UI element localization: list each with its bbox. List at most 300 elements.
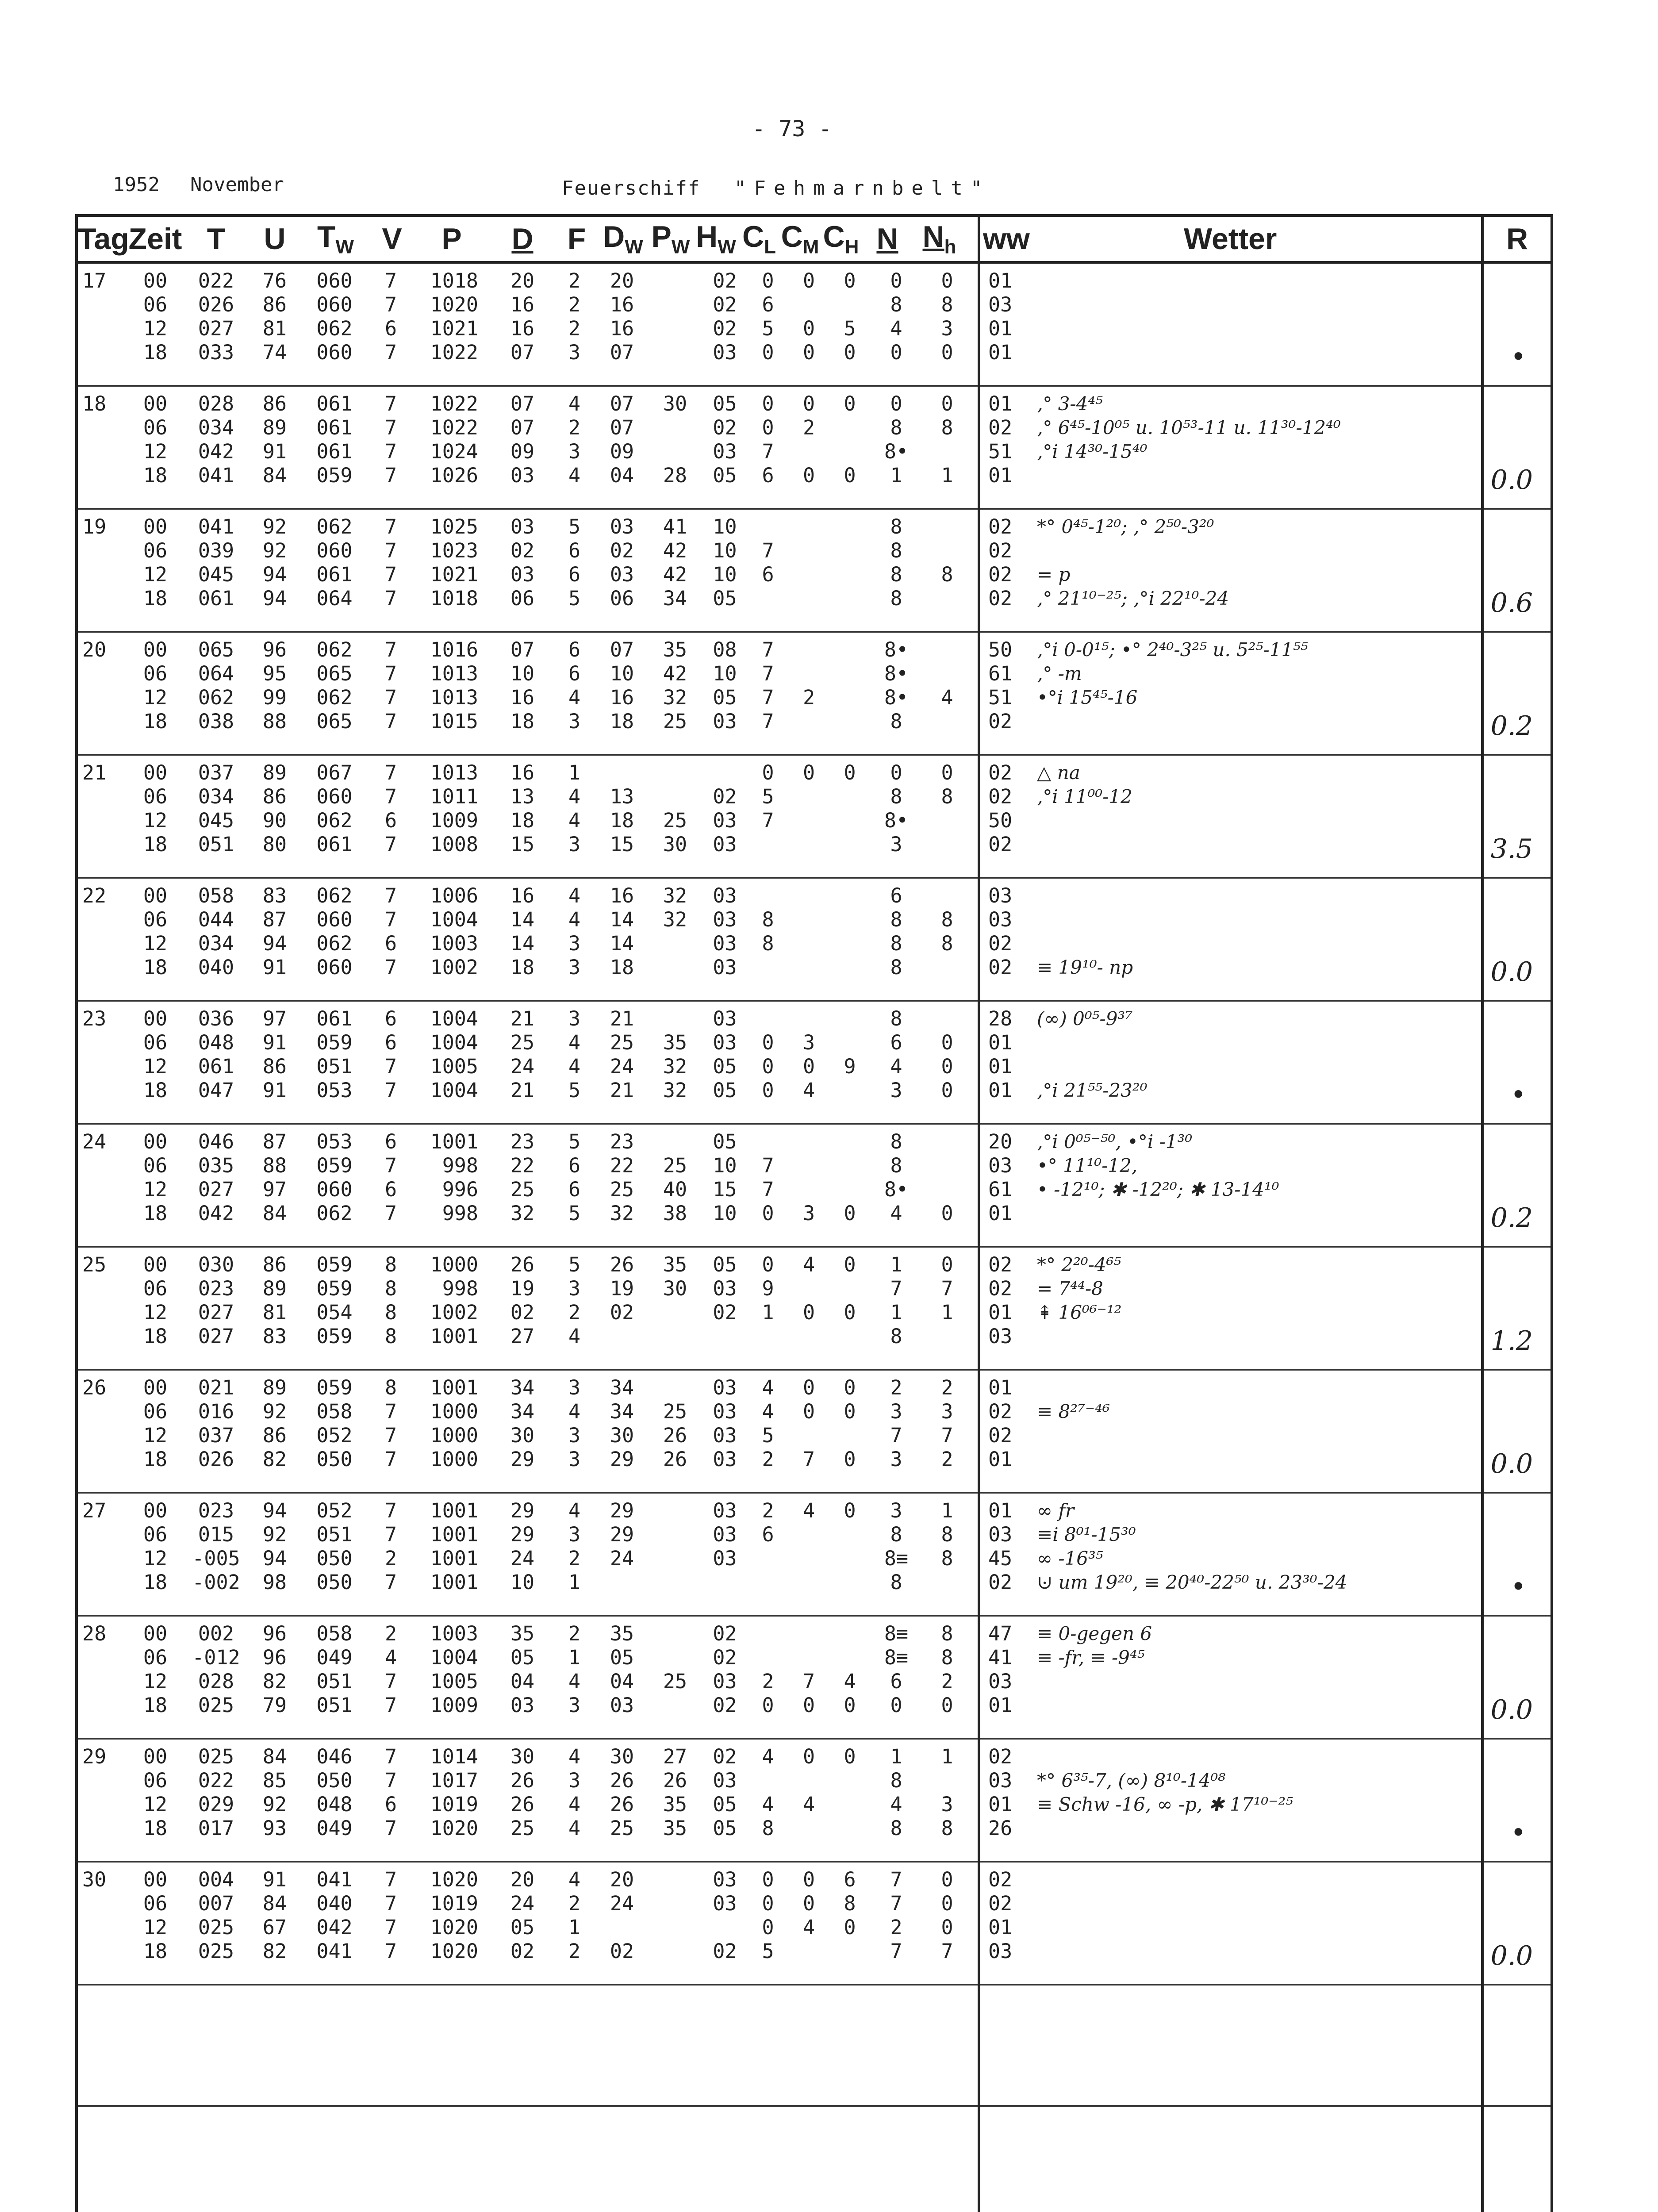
obs-value: 8•	[884, 1178, 909, 1201]
weather-remark	[1024, 1694, 1037, 1717]
obs-value: 82	[262, 1939, 287, 1963]
header-year: 1952	[113, 173, 160, 196]
obs-value: 00	[143, 1622, 168, 1645]
day-data-cell	[77, 1493, 979, 1616]
obs-value: 0	[844, 1400, 856, 1423]
obs-value: 0	[941, 341, 953, 364]
obs-value: 059	[316, 464, 353, 487]
obs-value: 1014	[430, 1745, 478, 1768]
obs-value: 29	[510, 1499, 535, 1522]
weather-row	[980, 1202, 1481, 1225]
obs-value: 15	[510, 833, 535, 856]
obs-value: 03	[713, 956, 737, 979]
obs-value: 5	[568, 1253, 581, 1276]
obs-value: 0	[762, 1892, 774, 1915]
obs-value	[595, 761, 649, 785]
obs-value: 053	[316, 1130, 353, 1153]
day-weather-cell	[979, 262, 1482, 386]
obs-value: 7	[384, 662, 397, 685]
obs-value	[748, 956, 788, 979]
obs-value: 24	[610, 1055, 634, 1078]
obs-value: 12	[143, 1055, 168, 1078]
obs-value: 9	[762, 1277, 774, 1300]
obs-value: 065	[316, 710, 353, 733]
obs-value: 7	[802, 1670, 815, 1693]
obs-value: 35	[510, 1622, 535, 1645]
obs-value: 02	[713, 1622, 737, 1645]
obs-value: 023	[198, 1499, 234, 1522]
obs-value	[788, 563, 830, 587]
obs-value: 20	[610, 269, 634, 292]
ww-code: 01	[988, 1031, 1013, 1054]
obs-value: 21	[510, 1079, 535, 1102]
obs-value: 7	[762, 638, 774, 661]
day-precip-cell	[1482, 1124, 1552, 1247]
obs-value: 7	[384, 416, 397, 439]
obs-value	[788, 587, 830, 611]
obs-value: 02	[713, 1694, 737, 1717]
obs-value: 0	[941, 392, 953, 415]
obs-value: 02	[713, 1939, 737, 1963]
obs-value: 5	[762, 317, 774, 340]
obs-value: 2	[568, 1622, 581, 1645]
obs-value: 037	[198, 1424, 234, 1447]
obs-row	[78, 1253, 978, 1277]
obs-value: 6	[762, 464, 774, 487]
obs-value: 062	[316, 638, 353, 661]
obs-value: 18	[510, 956, 535, 979]
obs-value: 0	[802, 1400, 815, 1423]
obs-value: 8	[890, 785, 902, 808]
obs-value: 06	[143, 1892, 168, 1915]
weather-remark: ‚°i 21⁵⁵-23²⁰	[1037, 1079, 1148, 1101]
obs-value: 017	[198, 1816, 234, 1840]
weather-remark	[1024, 932, 1037, 956]
weather-remark: ≡i 8⁰¹-15³⁰	[1037, 1524, 1136, 1545]
obs-value: 8	[890, 1816, 902, 1840]
day-number: 21	[82, 761, 107, 784]
obs-value	[649, 1646, 702, 1670]
obs-value: 00	[143, 1499, 168, 1522]
day-weather-cell	[979, 878, 1482, 1001]
obs-value: 7	[384, 638, 397, 661]
obs-value: 0	[890, 761, 902, 784]
obs-value: 02	[713, 785, 737, 808]
obs-value: 10	[713, 1154, 737, 1177]
obs-value	[748, 1646, 788, 1670]
weather-row	[980, 884, 1481, 908]
obs-value: 1022	[430, 341, 478, 364]
obs-value: 1021	[430, 317, 478, 340]
day-data-cell	[77, 1124, 979, 1247]
obs-value: 5	[568, 1130, 581, 1153]
obs-value: 4	[802, 1253, 815, 1276]
weather-remark	[1024, 809, 1037, 833]
day-number	[78, 1277, 127, 1301]
obs-value: 18	[143, 833, 168, 856]
obs-value: 4	[762, 1400, 774, 1423]
day-weather-cell	[979, 1247, 1482, 1370]
weather-remark: ≡ Schw -16, ∞ -p, ✱ 17¹⁰⁻²⁵	[1037, 1793, 1293, 1815]
wetter-header	[979, 215, 1482, 262]
obs-value: 03	[713, 1547, 737, 1570]
ww-code: 02	[988, 932, 1013, 955]
obs-row	[78, 932, 978, 956]
obs-value: 048	[316, 1793, 353, 1816]
weather-row	[980, 1376, 1481, 1400]
obs-value	[649, 956, 702, 979]
obs-value: 89	[262, 1376, 287, 1399]
obs-value: 3	[941, 1793, 953, 1816]
obs-value: 03	[713, 1448, 737, 1471]
day-precip-cell	[1482, 1616, 1552, 1739]
obs-value: 7	[384, 1892, 397, 1915]
obs-value: 03	[610, 515, 634, 538]
ww-code: 02	[988, 1277, 1013, 1300]
obs-value: 0	[762, 1868, 774, 1891]
obs-value: 059	[316, 1031, 353, 1054]
obs-value	[649, 317, 702, 341]
obs-value: 8≡	[884, 1547, 909, 1570]
obs-value: 2	[568, 1892, 581, 1915]
obs-value: 7	[762, 662, 774, 685]
weather-row	[980, 1400, 1481, 1424]
obs-value: 0	[802, 464, 815, 487]
col-header-5: V	[382, 222, 402, 256]
obs-row	[78, 1400, 978, 1424]
obs-row	[78, 1031, 978, 1055]
obs-value: 058	[316, 1622, 353, 1645]
obs-value	[830, 809, 870, 833]
day-number	[78, 710, 127, 733]
obs-value	[923, 1178, 971, 1202]
obs-value: 10	[713, 563, 737, 586]
obs-value: 06	[143, 1031, 168, 1054]
obs-value	[649, 341, 702, 365]
obs-value: 050	[316, 1571, 353, 1594]
obs-value: 1020	[430, 1939, 478, 1963]
obs-value: 29	[610, 1499, 634, 1522]
obs-value: 02	[713, 293, 737, 316]
col-wetter: Wetter	[1184, 222, 1277, 256]
obs-value: 02	[713, 269, 737, 292]
obs-value: 29	[510, 1448, 535, 1471]
weather-row	[980, 392, 1481, 416]
obs-value: 82	[262, 1448, 287, 1471]
obs-value: 00	[143, 269, 168, 292]
ww-code: 47	[988, 1622, 1013, 1645]
obs-value: 1001	[430, 1325, 478, 1348]
col-header-8: F	[567, 222, 586, 256]
obs-value: 062	[316, 1202, 353, 1225]
obs-row	[78, 1055, 978, 1079]
obs-value: 0	[802, 1055, 815, 1078]
precip-value: 0.0	[1490, 1694, 1533, 1725]
obs-value: 041	[198, 515, 234, 538]
obs-value: 1000	[430, 1424, 478, 1447]
obs-value: 05	[713, 587, 737, 610]
obs-value: 18	[143, 1079, 168, 1102]
obs-value: 4	[568, 1670, 581, 1693]
col-header-11: $H_W$	[696, 220, 736, 258]
obs-value: 3	[890, 1400, 902, 1423]
obs-value: 051	[316, 1055, 353, 1078]
obs-value: 029	[198, 1793, 234, 1816]
obs-value: 23	[510, 1130, 535, 1153]
obs-value: 26	[663, 1769, 687, 1792]
obs-value	[923, 515, 971, 539]
obs-value: 7	[890, 1424, 902, 1447]
weather-remark	[1024, 1868, 1037, 1892]
weather-remark	[1024, 1816, 1037, 1840]
obs-value: 16	[510, 761, 535, 784]
day-block	[77, 1001, 1552, 1124]
day-number	[78, 416, 127, 440]
obs-value: 8	[941, 932, 953, 955]
obs-value: 3	[802, 1031, 815, 1054]
obs-row	[78, 884, 978, 908]
obs-row	[78, 1523, 978, 1547]
obs-value: 6	[762, 293, 774, 316]
obs-value: 18	[143, 710, 168, 733]
obs-row	[78, 1499, 978, 1523]
obs-value: 8•	[884, 809, 909, 832]
empty-cell	[1482, 1985, 1552, 2106]
obs-value: 02	[510, 1939, 535, 1963]
obs-value	[830, 1547, 870, 1571]
day-weather-cell	[979, 755, 1482, 878]
obs-value: 93	[262, 1816, 287, 1840]
weather-row	[980, 785, 1481, 809]
obs-value: 1000	[430, 1448, 478, 1471]
day-precip-cell	[1482, 509, 1552, 632]
day-number: 17	[82, 269, 107, 292]
obs-value: 1023	[430, 539, 478, 562]
obs-value	[649, 1694, 702, 1717]
obs-value: 0	[802, 392, 815, 415]
obs-value	[748, 1325, 788, 1348]
obs-value: 82	[262, 1670, 287, 1693]
obs-value	[830, 293, 870, 317]
weather-remark: ≡ 8²⁷⁻⁴⁶	[1037, 1401, 1110, 1422]
obs-value: 06	[143, 1769, 168, 1792]
precip-value: 0.0	[1490, 956, 1533, 987]
precip-value: 0.0	[1490, 1448, 1533, 1479]
obs-value: 25	[663, 1154, 687, 1177]
obs-value: 022	[198, 1769, 234, 1792]
obs-value: 4	[568, 392, 581, 415]
obs-value	[788, 1178, 830, 1202]
obs-value: 4	[890, 317, 902, 340]
obs-value: 25	[610, 1816, 634, 1840]
obs-value	[649, 293, 702, 317]
obs-value: 7	[384, 392, 397, 415]
obs-row	[78, 1868, 978, 1892]
obs-value: 14	[610, 932, 634, 955]
day-data-cell	[77, 1001, 979, 1124]
obs-value: 18	[143, 1571, 168, 1594]
obs-value: 34	[510, 1400, 535, 1423]
weather-remark	[1024, 833, 1037, 856]
obs-value: 25	[510, 1031, 535, 1054]
obs-value: 0	[844, 1448, 856, 1471]
obs-value: 3	[941, 317, 953, 340]
obs-value: 7	[384, 1670, 397, 1693]
weather-row	[980, 1079, 1481, 1102]
obs-value: 3	[568, 1277, 581, 1300]
obs-value: 7	[890, 1868, 902, 1891]
weather-row	[980, 1130, 1481, 1154]
obs-value	[649, 1868, 702, 1892]
obs-row	[78, 563, 978, 587]
obs-value: 04	[610, 464, 634, 487]
obs-value: 89	[262, 416, 287, 439]
weather-row	[980, 464, 1481, 488]
obs-value: 0	[802, 317, 815, 340]
obs-value: 0	[844, 269, 856, 292]
weather-row	[980, 662, 1481, 686]
ww-code: 03	[988, 884, 1013, 907]
obs-value: 89	[262, 1277, 287, 1300]
obs-value: 1001	[430, 1130, 478, 1153]
day-data-cell	[77, 878, 979, 1001]
col-r: R	[1482, 215, 1552, 262]
weather-remark: ≡ -fr, ≡ -9⁴⁵	[1037, 1647, 1145, 1668]
ww-code: 01	[988, 1055, 1013, 1078]
obs-value: 0	[762, 1916, 774, 1939]
obs-value: 06	[510, 587, 535, 610]
obs-value: 86	[262, 1424, 287, 1447]
obs-value	[788, 809, 830, 833]
obs-value: 35	[663, 1253, 687, 1276]
ww-code: 03	[988, 293, 1013, 316]
obs-value: 7	[762, 539, 774, 562]
obs-value: 16	[610, 884, 634, 907]
obs-value: 88	[262, 710, 287, 733]
obs-row	[78, 1892, 978, 1916]
obs-value: 91	[262, 1079, 287, 1102]
obs-value: 21	[610, 1079, 634, 1102]
obs-value: 041	[316, 1868, 353, 1891]
obs-value	[649, 1892, 702, 1916]
obs-value: 04	[510, 1670, 535, 1693]
obs-value: 92	[262, 1400, 287, 1423]
obs-value: 025	[198, 1694, 234, 1717]
obs-value	[649, 785, 702, 809]
weather-remark	[1024, 269, 1037, 293]
obs-value: 051	[316, 1694, 353, 1717]
day-number	[78, 1646, 127, 1670]
obs-value: 2	[384, 1622, 397, 1645]
obs-value: 03	[713, 809, 737, 832]
obs-value: 84	[262, 464, 287, 487]
obs-value: 4	[762, 1745, 774, 1768]
header-month: November	[190, 173, 284, 196]
page-number: - 73 -	[752, 116, 832, 142]
obs-value: 35	[610, 1622, 634, 1645]
obs-value: 007	[198, 1892, 234, 1915]
obs-value	[830, 1178, 870, 1202]
empty-cell	[77, 1985, 979, 2106]
obs-value: 4	[568, 1868, 581, 1891]
weather-remark: △ na	[1037, 762, 1080, 783]
obs-value: 1003	[430, 932, 478, 955]
obs-value: 02	[713, 317, 737, 340]
obs-value: 97	[262, 1007, 287, 1030]
obs-value: 8•	[884, 638, 909, 661]
obs-value: 6	[384, 1031, 397, 1054]
obs-value: 05	[713, 1816, 737, 1840]
header-ship-name: "Fehmarnbelt"	[734, 177, 990, 200]
weather-row	[980, 1939, 1481, 1963]
obs-value: 2	[568, 1939, 581, 1963]
obs-value: 065	[316, 662, 353, 685]
obs-value: 87	[262, 908, 287, 931]
day-precip-cell	[1482, 262, 1552, 386]
day-number: 19	[82, 515, 107, 538]
obs-value: 07	[510, 392, 535, 415]
obs-value: 8	[890, 539, 902, 562]
obs-value: 4	[568, 1400, 581, 1423]
obs-value	[649, 1499, 702, 1523]
obs-value: 18	[143, 1694, 168, 1717]
obs-row	[78, 293, 978, 317]
weather-remark	[1024, 1376, 1037, 1400]
weather-row	[980, 1694, 1481, 1717]
day-weather-cell	[979, 509, 1482, 632]
obs-value: 060	[316, 908, 353, 931]
obs-value: 0	[762, 341, 774, 364]
obs-value: 021	[198, 1376, 234, 1399]
obs-value: 06	[610, 587, 634, 610]
ww-code: 01	[988, 1301, 1013, 1324]
obs-value: 29	[510, 1523, 535, 1546]
obs-value: 00	[143, 761, 168, 784]
obs-value: 0	[844, 1499, 856, 1522]
obs-value: 3	[802, 1202, 815, 1225]
obs-value: 036	[198, 1007, 234, 1030]
obs-row	[78, 1622, 978, 1646]
obs-value: 03	[713, 833, 737, 856]
obs-value: 27	[663, 1745, 687, 1768]
precip-value: 0.2	[1490, 710, 1533, 741]
ww-code: 03	[988, 1670, 1013, 1693]
obs-row	[78, 1694, 978, 1717]
day-number	[78, 1079, 127, 1102]
obs-value: 4	[568, 1793, 581, 1816]
weather-remark	[1024, 1448, 1037, 1471]
day-weather-cell	[979, 386, 1482, 509]
obs-value: 8	[384, 1301, 397, 1324]
obs-value: 025	[198, 1939, 234, 1963]
ww-code: 28	[988, 1007, 1013, 1030]
obs-value: 1022	[430, 392, 478, 415]
obs-value: 94	[262, 563, 287, 586]
day-precip-cell	[1482, 1370, 1552, 1493]
weather-row	[980, 1523, 1481, 1547]
obs-value: 14	[510, 932, 535, 955]
obs-value: 8	[941, 1622, 953, 1645]
obs-value: 7	[384, 563, 397, 586]
obs-value	[595, 1916, 649, 1939]
obs-value: 8	[890, 587, 902, 610]
day-precip-cell	[1482, 1493, 1552, 1616]
obs-row	[78, 1301, 978, 1325]
obs-value: 8	[762, 908, 774, 931]
obs-value: 91	[262, 1031, 287, 1054]
obs-value: 059	[316, 1325, 353, 1348]
obs-value: 2	[802, 416, 815, 439]
